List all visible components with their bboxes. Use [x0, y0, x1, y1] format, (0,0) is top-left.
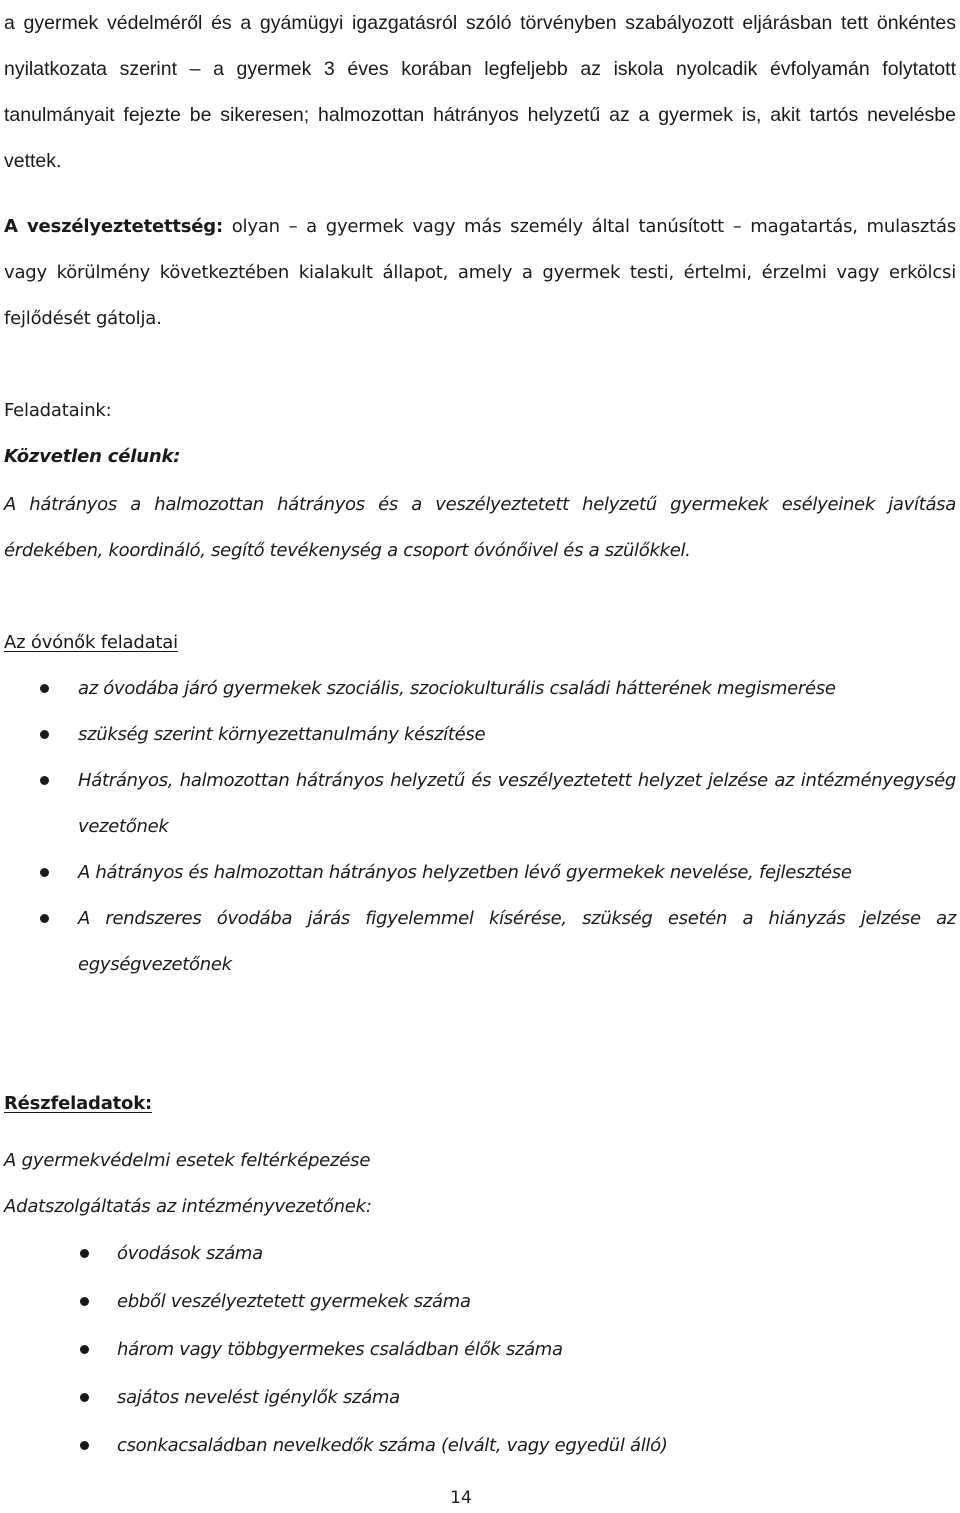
list-item: szükség szerint környezettanulmány készítése	[0, 712, 956, 758]
subtask-line-reporting: Adatszolgáltatás az intézményvezetőnek:	[4, 1196, 372, 1217]
teacher-tasks-list	[0, 666, 956, 988]
bullet-icon	[40, 914, 49, 923]
direct-goal-heading: Közvetlen célunk:	[4, 446, 181, 467]
bullet-icon	[40, 684, 49, 693]
list-item: csonkacsaládban nevelkedők száma (elvált, vagy egyedül álló)	[0, 1422, 956, 1470]
bullet-icon	[40, 776, 49, 785]
list-item: sajátos nevelést igénylők száma	[0, 1374, 956, 1422]
list-item: ebből veszélyeztetett gyermekek száma	[0, 1278, 956, 1326]
bullet-icon	[40, 868, 49, 877]
bullet-icon	[80, 1345, 89, 1354]
list-item: az óvodába járó gyermekek szociális, szociokulturális családi hátterének megismerése	[0, 666, 956, 712]
list-item: A rendszeres óvodába járás figyelemmel kísérése, szükség esetén a hiányzás jelzése az egységvezetőnek	[0, 896, 956, 988]
intro-paragraph: a gyermek védelméről és a gyámügyi igazgatásról szóló törvényben szabályozott eljárásban tett önkéntes nyilatkozata szerint – a gyermek 3 éves korában legfeljebb az iskola nyolcadik évfolyamán folytatott tanulmányait fejezte be sikeresen; halmozottan hátrányos helyzetű az a gyermek is, akit tartós nevelésbe vettek.	[4, 12, 956, 172]
definition-paragraph	[4, 204, 956, 342]
list-item: három vagy többgyermekes családban élők száma	[0, 1326, 956, 1374]
bullet-icon	[80, 1441, 89, 1450]
list-item: óvodások száma	[0, 1230, 956, 1278]
subtask-line-mapping: A gyermekvédelmi esetek feltérképezése	[4, 1150, 371, 1171]
bullet-icon	[80, 1249, 89, 1258]
bullet-icon	[40, 730, 49, 739]
teachers-tasks-heading: Az óvónők feladatai	[4, 632, 178, 653]
list-item: Hátrányos, halmozottan hátrányos helyzetű és veszélyeztetett helyzet jelzése az intézményegység vezetőnek	[0, 758, 956, 850]
subtasks-heading: Részfeladatok:	[4, 1093, 152, 1114]
page-number: 14	[450, 1488, 472, 1508]
bullet-icon	[80, 1393, 89, 1402]
tasks-heading: Feladataink:	[4, 400, 112, 421]
definition-text: olyan – a gyermek vagy más személy által tanúsított – magatartás, mulasztás vagy körülmény következtében kialakult állapot, amely a gyermek testi, értelmi, érzelmi vagy erkölcsi fejlődését gátolja.	[4, 216, 957, 329]
definition-term: A veszélyeztetettség:	[4, 216, 223, 237]
direct-goal-text: A hátrányos a halmozottan hátrányos és a veszélyeztetett helyzetű gyermekek esélyeinek javítása érdekében, koordináló, segítő tevékenység a csoport óvónőivel és a szülőkkel.	[4, 494, 956, 561]
data-items-list	[0, 1230, 956, 1470]
list-item: A hátrányos és halmozottan hátrányos helyzetben lévő gyermekek nevelése, fejlesztése	[0, 850, 956, 896]
bullet-icon	[80, 1297, 89, 1306]
